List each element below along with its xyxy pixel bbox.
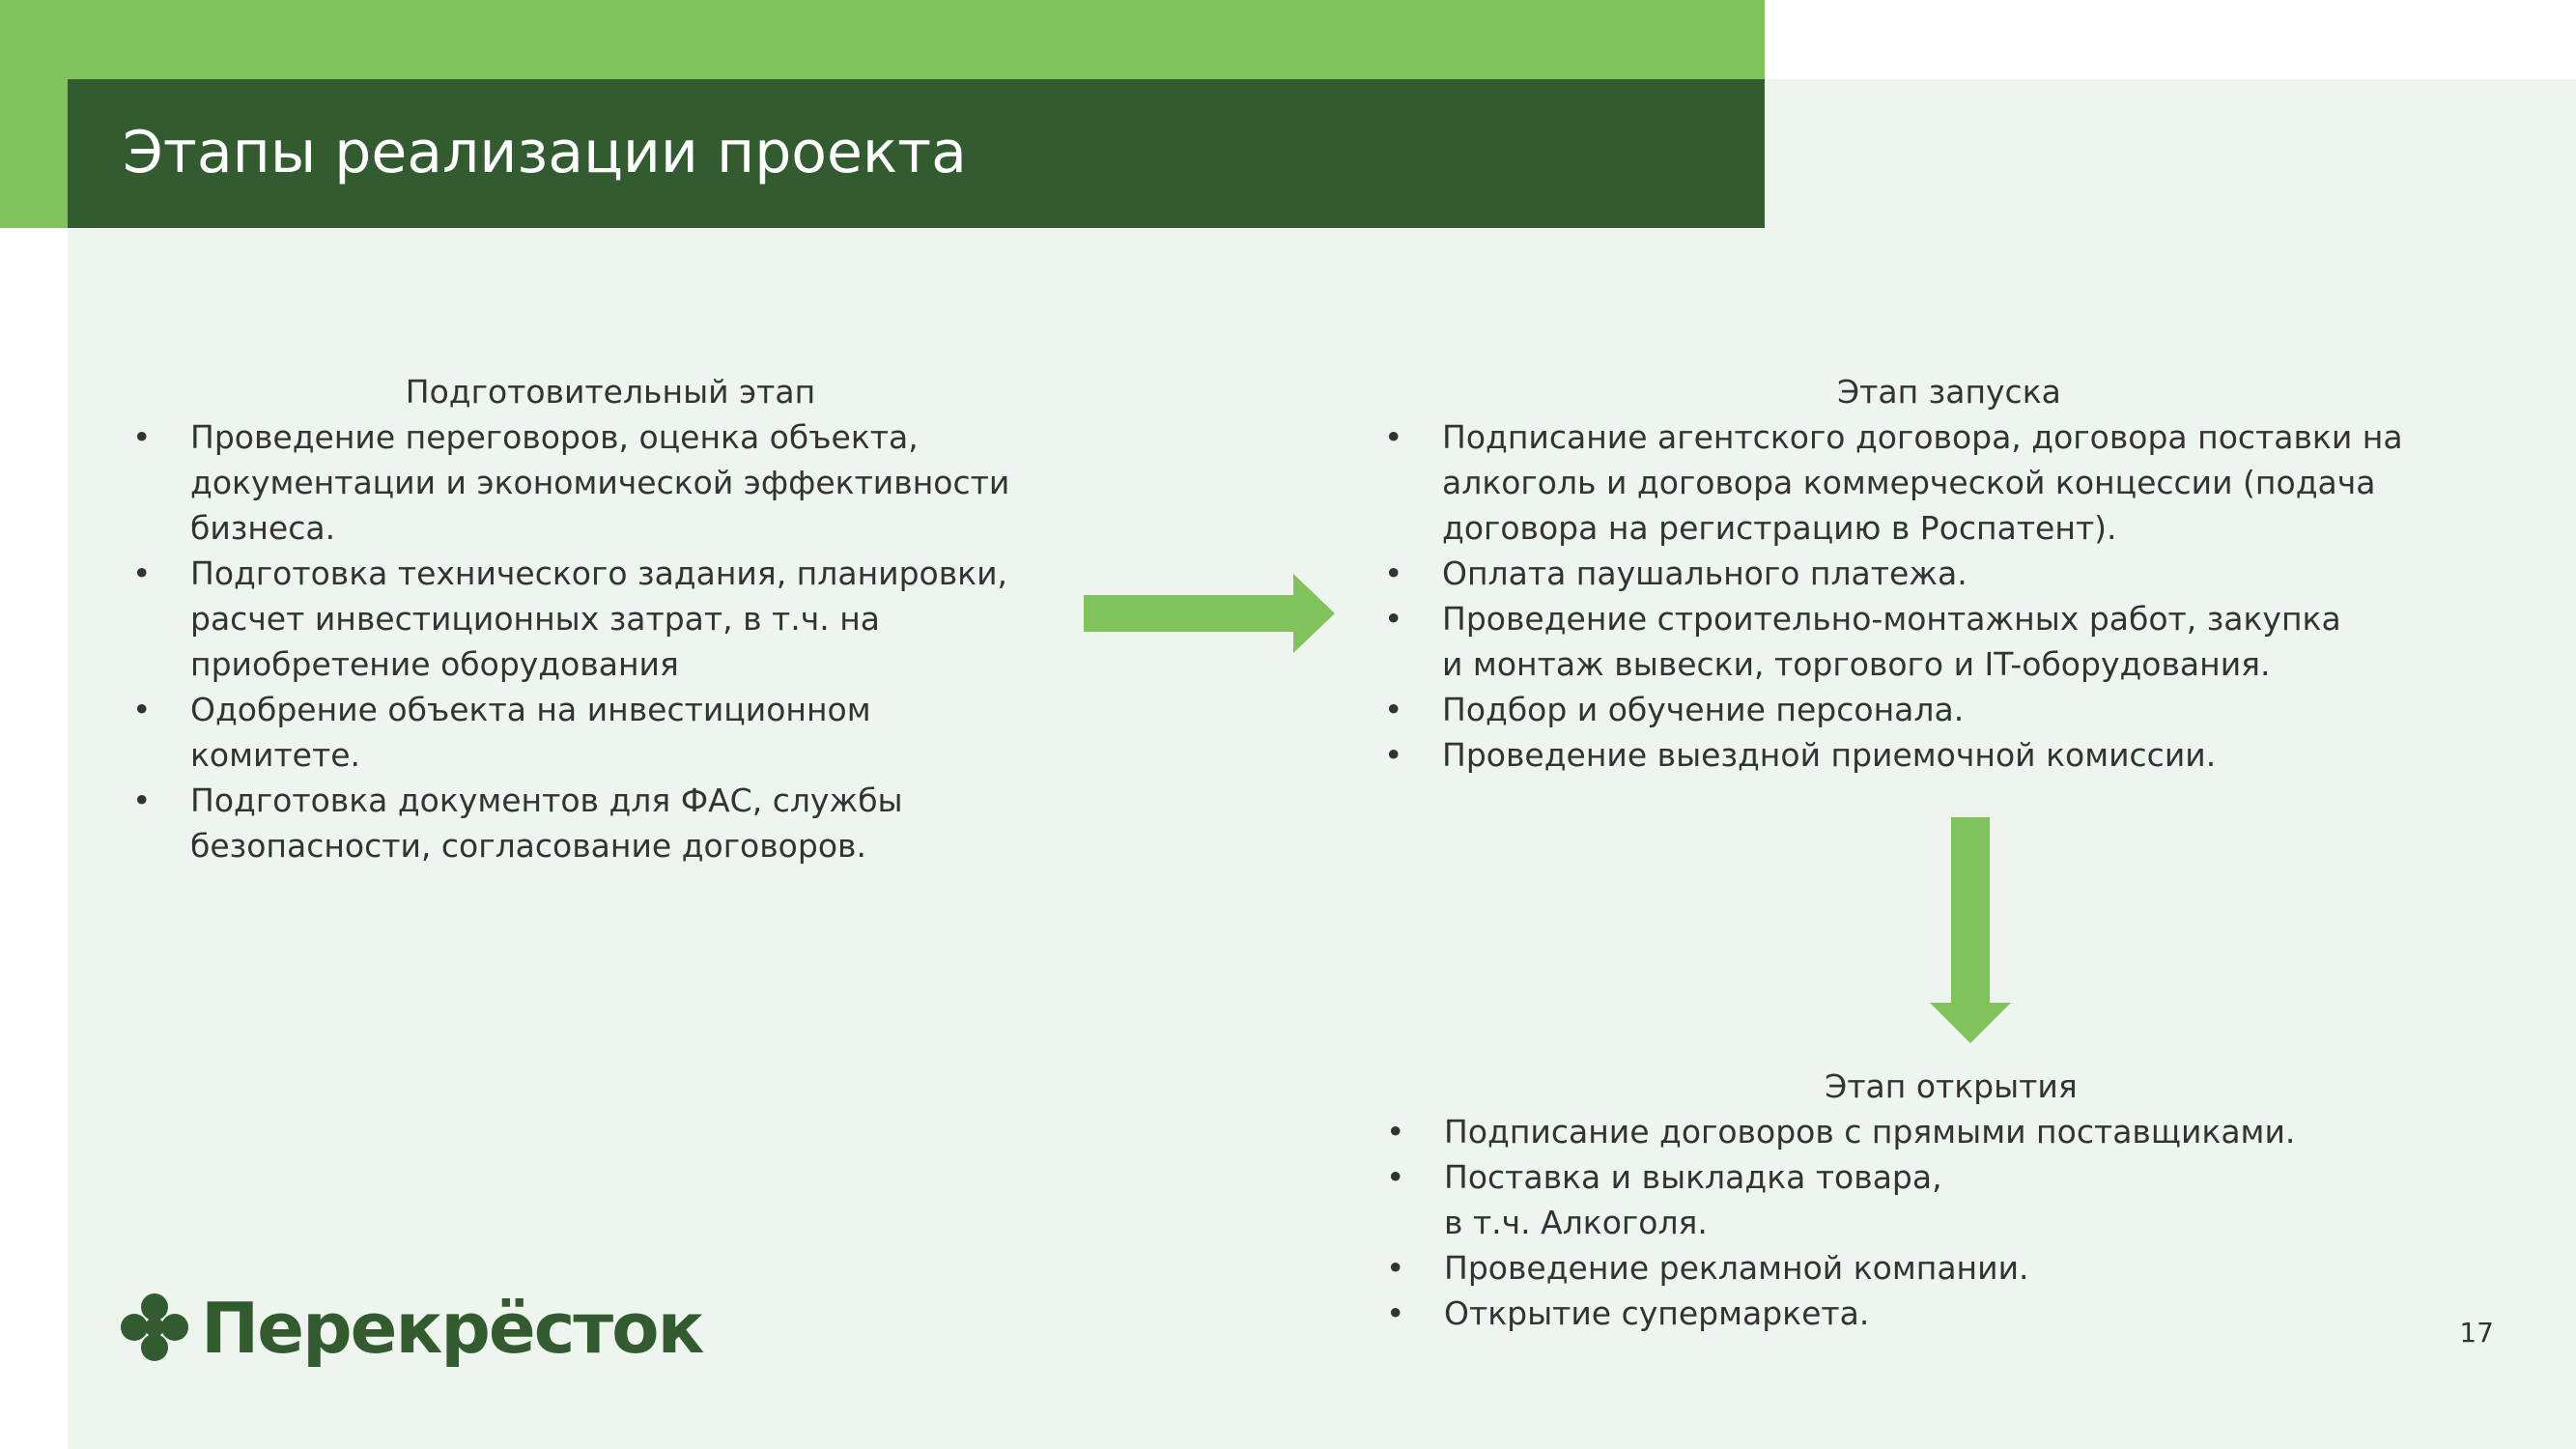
list-item: • Оплата паушального платежа. — [1379, 551, 2519, 596]
brand-logo — [120, 1285, 703, 1372]
clover-icon — [120, 1293, 189, 1362]
arrow-right-icon — [1084, 574, 1335, 653]
arrow-down-icon — [1930, 817, 2011, 1043]
page-number: 17 — [2459, 1317, 2494, 1349]
list-item: • Подписание договоров с прямыми поставщиками. — [1381, 1109, 2521, 1154]
list-item: • Проведение рекламной компании. — [1381, 1245, 2521, 1291]
slide-title: Этапы реализации проекта — [123, 119, 967, 186]
stage-opening-list — [1381, 1109, 2521, 1336]
stage-preparatory — [127, 369, 1093, 868]
list-item: • Проведение выездной приемочной комиссии. — [1379, 732, 2519, 778]
list-item: • Подбор и обучение персонала. — [1379, 687, 2519, 732]
list-item: • Проведение строительно-монтажных работ, закупка и монтаж вывески, торгового и IT-оборудования. — [1379, 596, 2519, 687]
stage-launch-list — [1379, 414, 2519, 778]
stage-opening — [1381, 1064, 2521, 1336]
list-item: • Подписание агентского договора, договора поставки на алкоголь и договора коммерческой концессии (подача договора на регистрацию в Роспатент). — [1379, 414, 2519, 551]
list-item: • Поставка и выкладка товара, в т.ч. Алкоголя. — [1381, 1154, 2521, 1245]
stage-preparatory-heading: Подготовительный этап — [405, 373, 816, 411]
stage-launch — [1379, 369, 2519, 778]
list-item: • Одобрение объекта на инвестиционном комитете. — [127, 687, 1093, 778]
list-item: • Подготовка технического задания, планировки, расчет инвестиционных затрат, в т.ч. на приобретение оборудования — [127, 551, 1093, 687]
stage-launch-heading: Этап запуска — [1837, 373, 2061, 411]
list-item: • Открытие супермаркета. — [1381, 1291, 2521, 1336]
list-item: • Проведение переговоров, оценка объекта, документации и экономической эффективности бизнеса. — [127, 414, 1093, 551]
stage-preparatory-list — [127, 414, 1093, 868]
brand-name: Перекрёсток — [201, 1288, 703, 1369]
list-item: • Подготовка документов для ФАС, службы безопасности, согласование договоров. — [127, 778, 1093, 868]
stage-opening-heading: Этап открытия — [1825, 1067, 2078, 1105]
